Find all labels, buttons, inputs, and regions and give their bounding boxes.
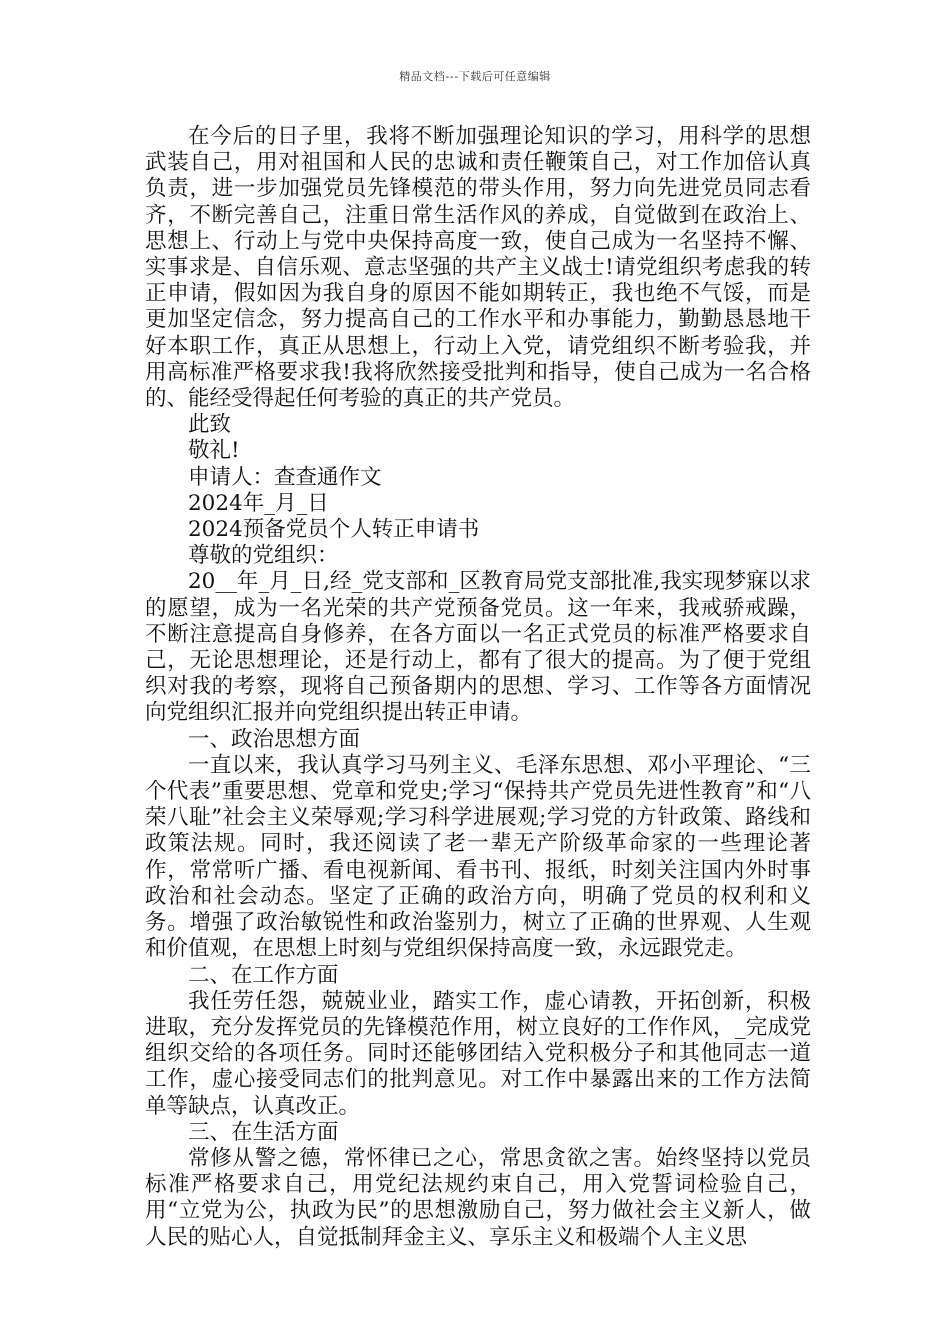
paragraph-intro: 20__年_月_日,经_党支部和_区教育局党支部批准,我实现梦寐以求的愿望，成为一名光荣的共产党预备党员。这一年来，我戒骄戒躁，不断注意提高自身修养，在各方面以一名正式党员的标准严格要求自己，无论思想理论，还是行动上，都有了很大的提高。为了便于党组织对我的考察，现将自己预备期内的思想、学习、工作等各方面情况向党组织汇报并向党组织提出转正申请。 — [145, 569, 811, 726]
paragraph-closing-pledge: 在今后的日子里，我将不断加强理论知识的学习，用科学的思想武装自己，用对祖国和人民的忠诚和责任鞭策自己，对工作加倍认真负责，进一步加强党员先锋模范的带头作用，努力向先进党员同志看齐，不断完善自己，注重日常生活作风的养成，自觉做到在政治上、思想上、行动上与党中央保持高度一致，使自己成为一名坚持不懈、实事求是、自信乐观、意志坚强的共产主义战士!请党组织考虑我的转正申请，假如因为我自身的原因不能如期转正，我也绝不气馁，而是更加坚定信念，努力提高自己的工作水平和办事能力，勤勤恳恳地干好本职工作，真正从思想上，行动上入党，请党组织不断考验我，并用高标准严格要求我!我将欣然接受批判和指导，使自己成为一名合格的、能经受得起任何考验的真正的共产党员。 — [145, 124, 811, 412]
section-heading-work: 二、在工作方面 — [188, 962, 339, 988]
date-line: 2024年_月_日 — [188, 490, 329, 516]
closing-line-1: 此致 — [188, 412, 232, 438]
paragraph-work: 我任劳任怨，兢兢业业，踏实工作，虚心请教，开拓创新，积极进取，充分发挥党员的先锋模范作用，树立良好的工作作风，_完成党组织交给的各项任务。同时还能够团结入党积极分子和其他同志一道工作，虚心接受同志们的批判意见。对工作中暴露出来的工作方法简单等缺点，认真改正。 — [145, 988, 811, 1119]
paragraph-politics: 一直以来，我认真学习马列主义、毛泽东思想、邓小平理论、“三个代表”重要思想、党章和党史;学习“保持共产党员先进性教育”和“八荣八耻”社会主义荣辱观;学习科学进展观;学习党的方针政策、路线和政策法规。同时，我还阅读了老一辈无产阶级革命家的一些理论著作，常常听广播、看电视新闻、看书刊、报纸，时刻关注国内外时事政治和社会动态。坚定了正确的政治方向，明确了党员的权利和义务。增强了政治敏锐性和政治鉴别力，树立了正确的世界观、人生观和价值观，在思想上时刻与党组织保持高度一致，永远跟党走。 — [145, 752, 811, 962]
second-letter-title: 2024预备党员个人转正申请书 — [188, 517, 480, 543]
header-note: 精品文档---下载后可任意编辑 — [399, 70, 551, 83]
section-heading-life: 三、在生活方面 — [188, 1119, 339, 1145]
applicant-line: 申请人：查查通作文 — [188, 464, 382, 490]
section-heading-politics: 一、政治思想方面 — [188, 726, 361, 752]
salutation: 尊敬的党组织： — [188, 543, 339, 569]
closing-line-2: 敬礼! — [188, 438, 240, 464]
document-body — [145, 124, 811, 1251]
paragraph-life: 常修从警之德，常怀律已之心，常思贪欲之害。始终坚持以党员标准严格要求自己，用党纪法规约束自己，用入党誓词检验自己，用“立党为公，执政为民”的思想激励自己，努力做社会主义新人，做人民的贴心人，自觉抵制拜金主义、享乐主义和极端个人主义思 — [145, 1145, 811, 1250]
